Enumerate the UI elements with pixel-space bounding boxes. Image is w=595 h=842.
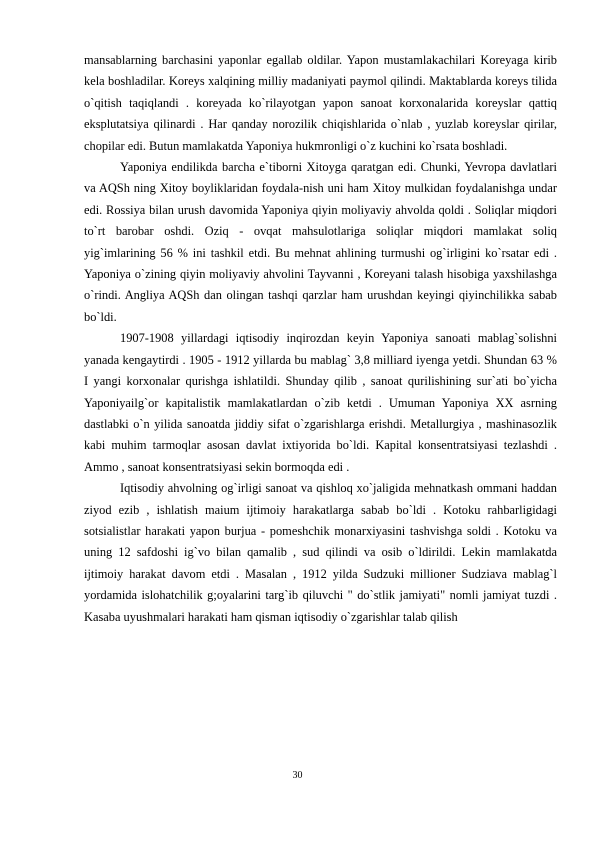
paragraph-4: Iqtisodiy ahvolning og`irligi sanoat va qishloq xo`jaligida mehnatkash ommani haddan ziyod ezib , ishlatish maium ijtimoiy harakatlarga sabab bo`ldi . Kotoku rahbarligidagi sotsialistlar harakati yapon burjua - pomeshchik monarxiyasini tashvishga soldi . Kotoku va uning 12 safdoshi ig`vo bilan qamalib , sud qilindi va osib o`ldirildi. Lekin mamlakatda ijtimoiy harakat davom etdi . Masalan , 1912 yilda Sudzuki millioner Sudziava mablag`l yordamida islohatchilik g;oyalarini targ`ib qiluvchi " do`stlik jamiyati" nomli jamiyat tuzdi . Kasaba uyushmalari harakati ham qisman iqtisodiy o`zgarishlar talab qilish — [84, 481, 557, 624]
paragraph-3: 1907-1908 yillardagi iqtisodiy inqirozdan keyin Yaponiya sanoati mablag`solishni yanada kengaytirdi . 1905 - 1912 yillarda bu mablag` 3,8 milliard iyenga yetdi. Shundan 63 % I yangi korxonalar qurishga ishlatildi. Shunday qilib , sanoat qurilishining sur`ati bo`yicha Yaponiyailg`or kapitalistik mamlakatlardan o`zib ketdi . Umuman Yaponiya XX asrning dastlabki o`n yilida sanoatda jiddiy sifat o`zgarishlarga erishdi. Metallurgiya , mashinasozlik kabi muhim tarmoqlar asosan davlat ixtiyorida bo`ldi. Kapital konsentratsiyasi tezlashdi . Ammo , sanoat konsentratsiyasi sekin bormoqda edi . — [84, 331, 557, 474]
document-body — [84, 50, 557, 628]
page-number: 30 — [292, 770, 303, 781]
paragraph-1: mansablarning barchasini yaponlar egallab oldilar. Yapon mustamlakachilari Koreyaga kirib kela boshladilar. Koreys xalqining milliy madaniyati paymol qilindi. Maktablarda koreys tilida o`qitish taqiqlandi . koreyada ko`rilayotgan yapon sanoat korxonalarida koreyslar qattiq eksplutatsiya qilinardi . Har qanday norozilik chiqishlarida o`nlab , yuzlab koreyslar qirilar, chopilar edi. Butun mamlakatda Yaponiya hukmronligi o`z kuchini ko`rsata boshladi. — [84, 53, 557, 153]
paragraph-2: Yaponiya endilikda barcha e`tiborni Xitoyga qaratgan edi. Chunki, Yevropa davlatlari va AQSh ning Xitoy boyliklaridan foydala-nish uni ham Xitoy mulkidan foydalanishga undar edi. Rossiya bilan urush davomida Yaponiya qiyin moliyaviy ahvolda qoldi . Soliqlar miqdori to`rt barobar oshdi. Oziq - ovqat mahsulotlariga soliqlar miqdori mamlakat soliq yig`imlarining 56 % ini tashkil etdi. Bu mehnat ahlining turmushi og`irligini ko`rsatar edi . Yaponiya o`zining qiyin moliyaviy ahvolini Tayvanni , Koreyani talash hisobiga yaxshilashga o`rindi. Angliya AQSh dan olingan tashqi qarzlar ham urushdan keyingi qiyinchilikka sabab bo`ldi. — [84, 160, 557, 324]
